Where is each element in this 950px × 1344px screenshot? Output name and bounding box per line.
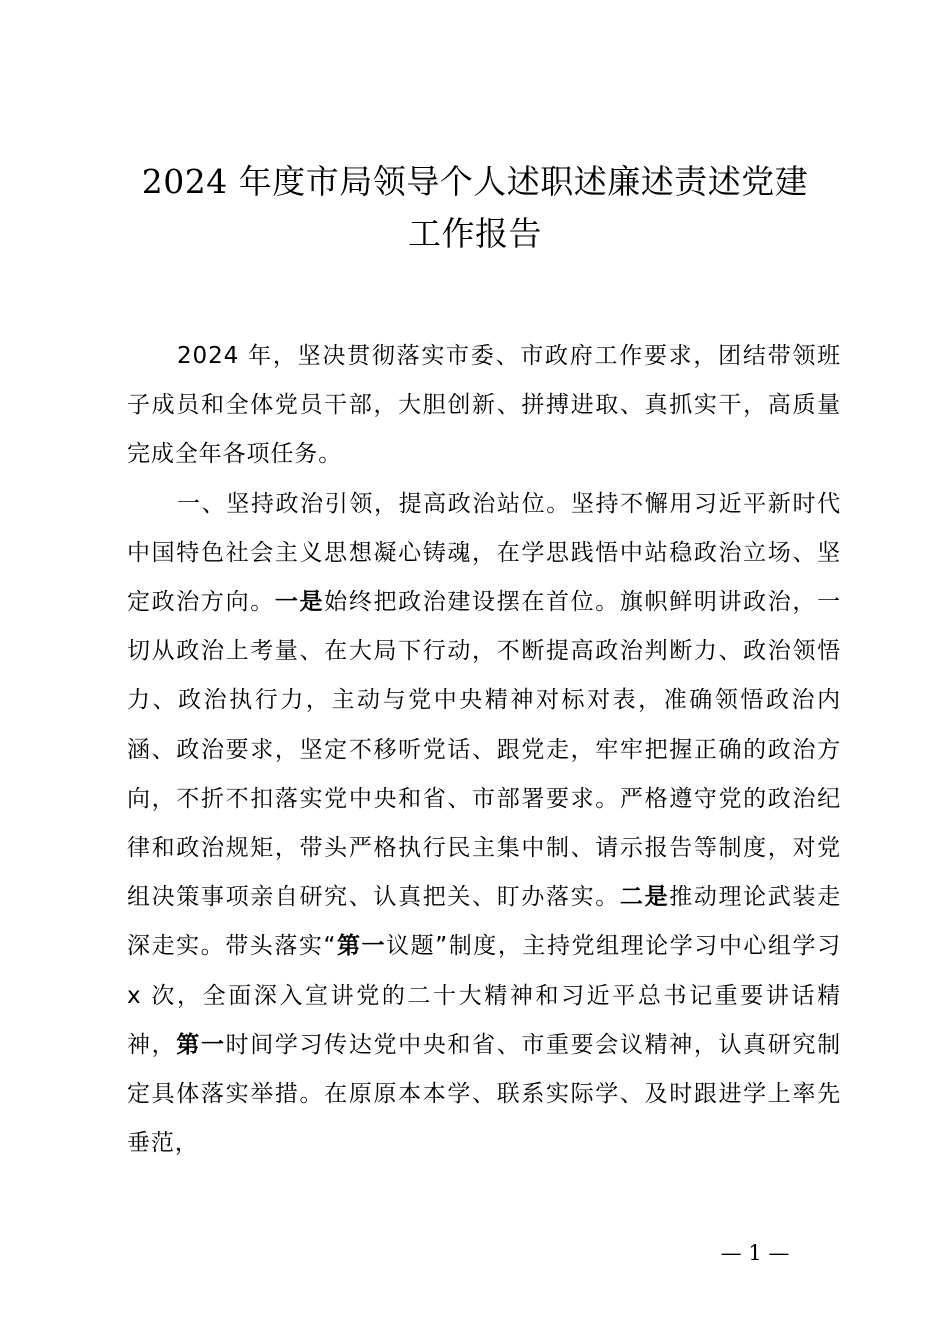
title-line-2: 工作报告: [408, 214, 542, 253]
section-one-paragraph: [127, 480, 841, 1169]
page-number: — 1 —: [720, 1241, 790, 1265]
point-two-text: 推动理论武装走深走实。带头落实“: [127, 884, 841, 960]
section-one-heading: 一、坚持政治引领，提高政治站位。: [177, 490, 571, 517]
section-one-text: 坚持不懈用习近平新时代中国特色社会主义思想凝心铸魂，在学思践悟中站稳政治立场、坚定政治方向。: [127, 490, 841, 616]
document-body: [127, 332, 841, 1168]
point-two-marker: 二是: [619, 884, 670, 911]
point-two-text-cont: 议题”制度，主持党组理论学习中心组学习 x 次，全面深入宣讲党的二十大精神和习近平总书记重要讲话精神，: [127, 933, 842, 1058]
emphasis-first-1: 第一: [336, 933, 387, 960]
document-title: [120, 156, 830, 260]
title-line-1: 2024 年度市局领导个人述职述廉述责述党建: [141, 162, 809, 201]
emphasis-first-2: 第一: [176, 1031, 226, 1058]
point-one-marker: 一是: [274, 589, 325, 616]
point-two-text-end: 时间学习传达党中央和省、市重要会议精神，认真研究制定具体落实举措。在原原本本学、联系实际学、及时跟进学上率先垂范，: [127, 1031, 841, 1157]
point-one-text: 始终把政治建设摆在首位。旗帜鲜明讲政治，一切从政治上考量、在大局下行动，不断提高政治判断力、政治领悟力、政治执行力，主动与党中央精神对标对表，准确领悟政治内涵、政治要求，坚定不移听党话、跟党走，牢牢把握正确的政治方向，不折不扣落实党中央和省、市部署要求。严格遵守党的政治纪律和政治规矩，带头严格执行民主集中制、请示报告等制度，对党组决策事项亲自研究、认真把关、盯办落实。: [127, 589, 841, 911]
intro-paragraph: 2024 年，坚决贯彻落实市委、市政府工作要求，团结带领班子成员和全体党员干部，大胆创新、拼搏进取、真抓实干，高质量完成全年各项任务。: [127, 343, 841, 468]
